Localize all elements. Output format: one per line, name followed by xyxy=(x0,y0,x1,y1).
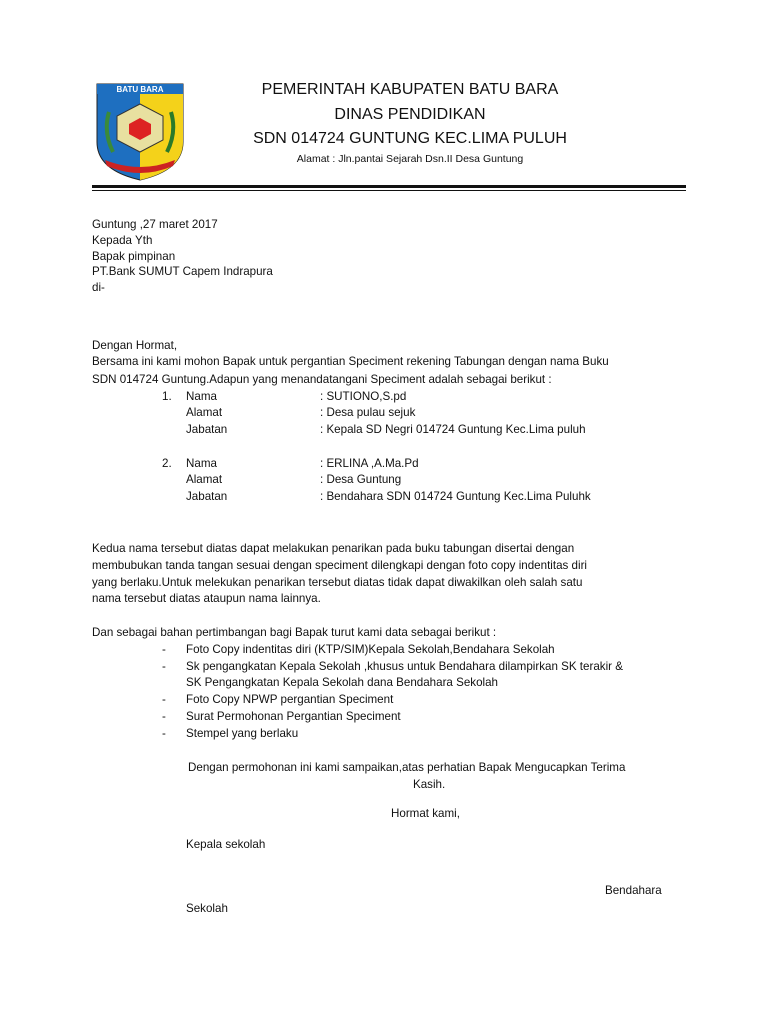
recipient-line: di- xyxy=(92,281,105,294)
field-label: Alamat xyxy=(186,473,223,486)
opening-text: SDN 014724 Guntung.Adapun yang menandatangani Speciment adalah sebagai berikut : xyxy=(92,373,552,386)
bullet: - xyxy=(162,727,166,740)
closing-text: Dengan permohonan ini kami sampaikan,atas perhatian Bapak Mengucapkan Terima xyxy=(188,761,626,774)
requirement-item: Foto Copy indentitas diri (KTP/SIM)Kepala Sekolah,Bendahara Sekolah xyxy=(186,643,555,656)
signature-treasurer: Bendahara xyxy=(605,884,662,897)
body-text: nama tersebut diatas ataupun nama lainnya. xyxy=(92,592,321,605)
body-text: membubukan tanda tangan sesuai dengan speciment dilengkapi dengan foto copy indentitas diri xyxy=(92,559,588,572)
signature-headmaster: Kepala sekolah xyxy=(186,838,266,851)
field-label: Nama xyxy=(186,390,217,403)
recipient-line: PT.Bank SUMUT Capem Indrapura xyxy=(92,265,273,278)
field-value: : Desa Guntung xyxy=(320,473,402,486)
field-value: : ERLINA ,A.Ma.Pd xyxy=(320,457,419,470)
regards: Hormat kami, xyxy=(391,807,460,820)
heading-school: SDN 014724 GUNTUNG KEC.LIMA PULUH xyxy=(253,130,567,147)
signature-school: Sekolah xyxy=(186,902,228,915)
svg-text:BATU BARA: BATU BARA xyxy=(116,85,164,94)
heading-department: DINAS PENDIDIKAN xyxy=(334,106,486,123)
requirement-item: Surat Permohonan Pergantian Speciment xyxy=(186,710,401,723)
header-divider xyxy=(92,185,686,188)
school-address: Alamat : Jln.pantai Sejarah Dsn.II Desa Guntung xyxy=(296,153,524,165)
requirement-item: Foto Copy NPWP pergantian Speciment xyxy=(186,693,394,706)
bullet: - xyxy=(162,643,166,656)
field-label: Jabatan xyxy=(186,423,228,436)
signer-number: 2. xyxy=(162,457,172,470)
requirements-intro: Dan sebagai bahan pertimbangan bagi Bapak turut kami data sebagai berikut : xyxy=(92,626,497,639)
field-value: : Kepala SD Negri 014724 Guntung Kec.Lima puluh xyxy=(320,423,586,436)
bullet: - xyxy=(162,710,166,723)
field-value: : SUTIONO,S.pd xyxy=(320,390,407,403)
requirement-item: Stempel yang berlaku xyxy=(186,727,299,740)
field-label: Nama xyxy=(186,457,217,470)
body-text: yang berlaku.Untuk melekukan penarikan tersebut diatas tidak dapat diwakilkan oleh salah satu xyxy=(92,576,583,589)
field-label: Alamat xyxy=(186,406,223,419)
field-value: : Bendahara SDN 014724 Guntung Kec.Lima Puluhk xyxy=(320,490,591,503)
closing-text: Kasih. xyxy=(413,778,446,791)
bullet: - xyxy=(162,693,166,706)
requirement-item: Sk pengangkatan Kepala Sekolah ,khusus untuk Bendahara dilampirkan SK terakir & xyxy=(186,660,623,673)
field-label: Jabatan xyxy=(186,490,228,503)
signer-number: 1. xyxy=(162,390,172,403)
heading-government: PEMERINTAH KABUPATEN BATU BARA xyxy=(261,81,559,98)
body-text: Kedua nama tersebut diatas dapat melakukan penarikan pada buku tabungan disertai dengan xyxy=(92,542,575,555)
requirement-item: SK Pengangkatan Kepala Sekolah dana Bendahara Sekolah xyxy=(186,676,498,689)
recipient-line: Bapak pimpinan xyxy=(92,250,176,263)
bullet: - xyxy=(162,660,166,673)
letter-date: Guntung ,27 maret 2017 xyxy=(92,218,218,231)
recipient-line: Kepada Yth xyxy=(92,234,153,247)
field-value: : Desa pulau sejuk xyxy=(320,406,416,419)
opening-text: Bersama ini kami mohon Bapak untuk pergantian Speciment rekening Tabungan dengan nama Buku xyxy=(92,355,609,368)
header-divider-thin xyxy=(92,190,686,191)
greeting: Dengan Hormat, xyxy=(92,339,178,352)
